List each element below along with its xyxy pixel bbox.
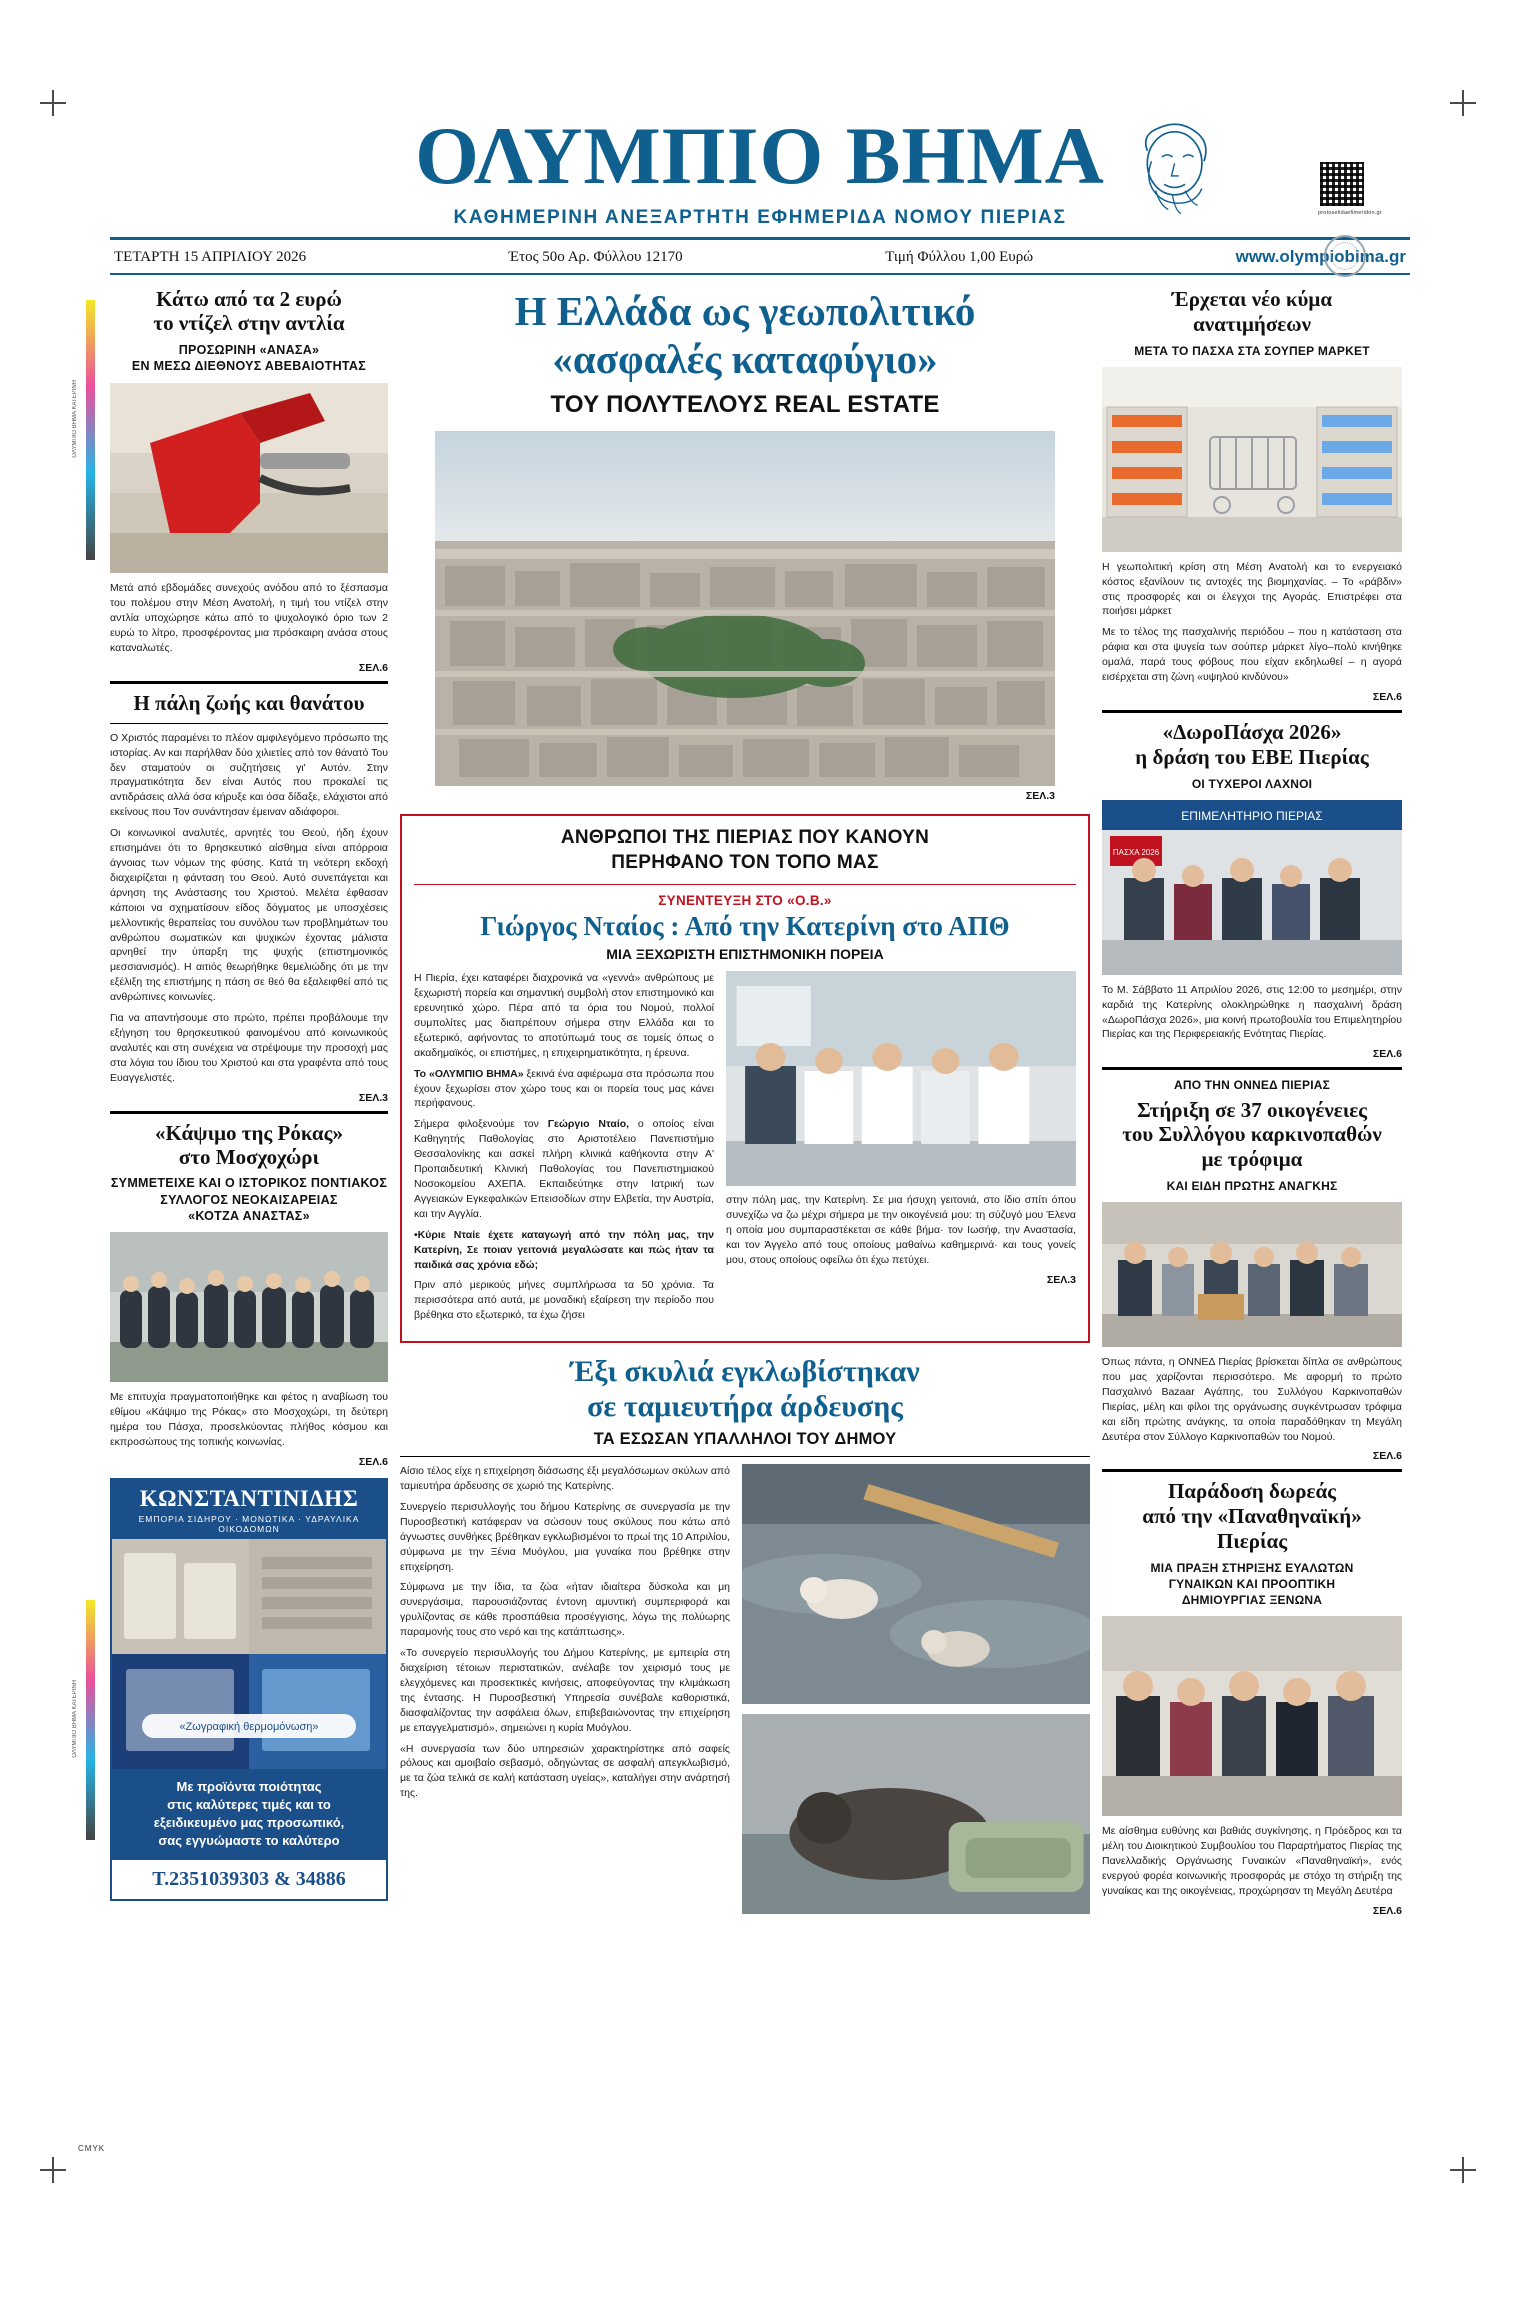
article-price-title-1: Έρχεται νέο κύμα [1171, 287, 1333, 311]
divider-right-2 [1102, 1067, 1402, 1070]
content-grid [110, 287, 1410, 1917]
article-doropascha[interactable] [1102, 720, 1402, 1060]
article-life-death[interactable] [110, 691, 388, 1104]
column-right [1102, 287, 1402, 1917]
ad-footer [112, 1769, 386, 1861]
article-diesel-body: Μετά από εβδομάδες συνεχούς ανόδου από το ξέσπασμα του πολέμου στην Μέση Ανατολή, η τιμή του ντίζελ στην αντλία υποχώρησε κάτω από το ψυχολογικό όριο των 2 ευρώ το λίτρο, προσφέροντας μια πρόσκαιρη ανάσα στους καταναλωτές. [110, 582, 388, 654]
ad-footer-line-4: σας εγγυώμαστε το καλύτερο [158, 1833, 340, 1849]
article-dogs-subtitle: ΤΑ ΕΣΩΣΑΝ ΥΠΑΛΛΗΛΟΙ ΤΟΥ ΔΗΜΟΥ [593, 1430, 897, 1449]
divider-left-1 [110, 681, 388, 684]
article-real-estate-subtitle: ΤΟΥ ΠΟΛΥΤΕΛΟΥΣ REAL ESTATE [550, 390, 940, 418]
column-left [110, 287, 388, 1917]
article-doropascha-title-2: η δράση του ΕΒΕ Πιερίας [1135, 744, 1369, 769]
interview-question: •Κύριε Νταίε έχετε καταγωγή από την πόλη μας, την Κατερίνη, Σε ποιαν γειτονιά μεγαλώσατε και πώς ήταν τα παιδικά σας χρόνια εδώ; [414, 1228, 714, 1271]
article-roka-body: Με επιτυχία πραγματοποιήθηκε και φέτος η αναβίωση του εθίμου «Κάψιμο της Ρόκας» στο Μοσχοχώρι, τη δεύτερη ημέρα του Πάσχα, προσελκύοντας πλήθος κόσμου και εκπροσώπους της τοπικής κοινωνίας. [110, 1391, 388, 1448]
divider-left-2 [110, 723, 388, 724]
photo-roka-event [110, 1232, 388, 1382]
article-dogs-title-1: Έξι σκυλιά εγκλωβίστηκαν [570, 1355, 920, 1389]
interview-eyebrow: ΣΥΝΕΝΤΕΥΞΗ ΣΤΟ «Ο.Β.» [658, 893, 832, 909]
registration-mark-bottom-right [1450, 2157, 1476, 2183]
article-life-death-title: Η πάλη ζωής και θανάτου [133, 690, 365, 715]
article-life-death-body: Ο Χριστός παραμένει το πλέον αμφιλεγόμενο πρόσωπο της ιστορίας. Αν και παρήλθαν δύο χιλιετίες από τον θάνατό Του δεν σταματούν οι συζητήσεις γι' Αυτόν. Στην πραγματικότητα δεν είναι Αυτός που προκαλεί τις αντιδράσεις αλλά όσα κήρυξε και όσα δίδαξε, ελάχιστοι από εκείνους που Τον συνάντησαν έμειναν αδιάφοροι. Οι κοινωνικοί αναλυτές, αρνητές του Θεού, ήδη έχουν επισημάνει ότι το θρησκευτικό αίσθημα είναι απόρροια άγνοιας των νόμων της φύσης. Κατά τη νεότερη εκδοχή διαχειρίζεται η φάνταση του Θεού. Αυτό συνεπάγεται και άρνηση της Ανάστασης του Χριστού. Μελέτα έφθασαν κάποιοι να σχηματίσουν είδος δόγματος με υποσχέσεις μελλοντικής θεραπείας του συνόλου των προβλημάτων του ανθρώπου σωματικών και ψυχικών έχοντας μάλιστα αρνηθεί την ύπαρξη της ψυχής (επιστημονικός μεσσιανισμός). Η αιτιός θεωρήθηκε θεμελιώδης ότι με την εξέλιξη της επιστήμης η πάση σε θεό θα εξαλειφθεί από τις ανθρώπινες κοινωνίες. Για να απαντήσουμε στο πρώτο, πρέπει προβάλουμε την εξήγηση του θρησκευτικού φαινομένου από κοινωνικούς αναλυτές και στη συνέχεια να στρέψουμε την προσοχή μας στα λόγια του ίδιου του Χριστού και στα γραφέντα από τους Ευαγγελιστές. [110, 731, 388, 1084]
registration-mark-top-left [40, 90, 66, 116]
article-roka-title-2: στο Μοσχοχώρι [178, 1144, 320, 1169]
ad-company-desc: ΕΜΠΟΡΙΑ ΣΙΔΗΡΟΥ · ΜΟΝΩΤΙΚΑ · ΥΔΡΑΥΛΙΚΑ ΟΙΚΟΔΟΜΩΝ [138, 1513, 360, 1534]
photo-panathinaiki-group [1102, 1616, 1402, 1816]
photo-chamber-event [1102, 800, 1402, 975]
ad-image [112, 1539, 386, 1769]
divider-dogs [400, 1456, 1090, 1457]
article-diesel-sub-1: ΠΡΟΣΩΡΙΝΗ «ΑΝΑΣΑ» [178, 342, 320, 357]
article-roka-sub-2: ΣΥΛΛΟΓΟΣ ΝΕΟΚΑΙΣΑΡΕΙΑΣ [160, 1192, 338, 1207]
article-roka-page: ΣΕΛ.6 [358, 1455, 388, 1468]
registration-mark-top-right [1450, 90, 1476, 116]
photo-onned-donation [1102, 1202, 1402, 1347]
article-onned-title-1: Στήριξη σε 37 οικογένειες [1136, 1097, 1368, 1122]
interview-body-left: Η Πιερία, έχει καταφέρει διαχρονικά να «γεννά» ανθρώπους με ξεχωριστή πορεία και σημαντική συμβολή στον επιστημονικό και ερευνητικό χώρο. Πέρα από τα όρια του Νομού, πολλοί συμπολίτες μας διαπρέπουν σήμερα στην Ελλάδα και το εξωτερικό, αφήνοντας το αποτύπωμά τους σε τομείς όπως ο ακαδημαϊκός, οι επιστήμες, η επιχειρηματικότητα, η έρευνα. Το «ΟΛΥΜΠΙΟ ΒΗΜΑ» ξεκινά ένα αφιέρωμα στα πρόσωπα που έχουν ξεχωρίσει στον χώρο τους και οι πορεία τους μας κάνει περήφανους. Σήμερα φιλοξενούμε τον Γεώργιο Νταίο, ο οποίος είναι Καθηγητής Παθολογίας στο Αριστοτέλειο Πανεπιστήμιο Θεσσαλονίκης και ασκεί πλήρη κλινικά καθήκοντα στην Α' Προπαιδευτική Κλινική Παθολογίας του Πανεπιστημιακού Νοσοκομείου ΑΧΕΠΑ. Εκπαιδεύτηκε στην Ιατρική των Αγγειακών Εγκεφαλικών Επεισοδίων στην Ελβετία, την Αυστρία, και την Αγγλία. •Κύριε Νταίε έχετε καταγωγή από την πόλη μας, την Κατερίνη, Σε ποιαν γειτονιά μεγαλώσατε και πώς ήταν τα παιδικά σας χρόνια εδώ; Πριν από μερικούς μήνες συμπλήρωσα τα 50 χρόνια. Τα περισσότερα από αυτά, με μοναδική εξαίρεση την περίοδο που βρέθηκα στο εξωτερικό, τα έχω ζήσει [414, 972, 714, 1322]
article-dogs-title-2: σε ταμιευτήρα άρδευσης [587, 1389, 903, 1423]
interview-p3: ο οποίος είναι Καθηγητής Παθολογίας στο Αριστοτέλειο Πανεπιστήμιο Θεσσαλονίκης και ασκεί πλήρη κλινικά καθήκοντα στην Α' Προπαιδευτική Κλινική Παθολογίας του Πανεπιστημιακού Νοσοκομείου ΑΧΕΠΑ. Εκπαιδεύτηκε στην Ιατρική των Αγγειακών Εγκεφαλικών Επεισοδίων στην Ελβετία, την Αυστρία, και την Αγγλία. [414, 1118, 714, 1220]
article-onned-title-3: με τρόφιμα [1201, 1147, 1303, 1172]
ad-company-name: ΚΩΝΣΤΑΝΤΙΝΙΔΗΣ [139, 1485, 359, 1511]
interview-subtitle: ΜΙΑ ΞΕΧΩΡΙΣΤΗ ΕΠΙΣΤΗΜΟΝΙΚΗ ΠΟΡΕΙΑ [606, 946, 884, 963]
qr-code-caption: protoselidaefimeridon.gr [1318, 210, 1382, 216]
article-diesel-price[interactable] [110, 287, 388, 674]
photo-dog-rescue-water [742, 1464, 1090, 1704]
interview-divider [414, 884, 1076, 885]
article-price-title-2: ανατιμήσεων [1193, 311, 1311, 336]
article-interview-ntaios[interactable] [400, 814, 1090, 1343]
article-onned-support[interactable] [1102, 1077, 1402, 1462]
newspaper-title: ΟΛΥΜΠΙΟ ΒΗΜΑ [415, 110, 1105, 201]
photo-supermarket-aisle [1102, 367, 1402, 552]
article-onned-body: Όπως πάντα, η ΟΝΝΕΔ Πιερίας βρίσκεται δίπλα σε ανθρώπους που μας χαρίζονται περισσότερο. Με αφορμή το πρώτο Πασχαλινό Bazaar Αγάπης, του Συλλόγου Καρκινοπαθών Πιερίας, μέλη και φίλοι της οργάνωσης συγκέντρωσαν τρόφιμα και είδη πρώτης ανάγκης, τα οποία παραδόθηκαν τη Μεγάλη Δευτέρα στον Σύλλογο Καρκινοπαθών του Νομού. [1102, 1355, 1402, 1443]
article-price-body: Η γεωπολιτική κρίση στη Μέση Ανατολή και το ενεργειακό κόστος εξανίλουν τις αντοχές της βιομηχανίας. – Το «ράβδιν» στις προσφορές και οι έλεγχοι της Αγοράς. Επιστρέφει στα ποιήσει μάρκετ Με το τέλος της πασχαλινής περιόδου – που η κατάσταση στα ράφια και στα ψυγεία των σούπερ μάρκετ λίγο–πολύ κινήθηκε ομαλά, παρά τους φόβους που είχαν εκδηλωθεί – η αγορά εισέρχεται στη ζώνη «υψηλού κινδύνου» [1102, 560, 1402, 684]
svg-text:ΕΠΙΜΕΛΗΤΗΡΙΟ ΠΙΕΡΙΑΣ: ΕΠΙΜΕΛΗΤΗΡΙΟ ΠΙΕΡΙΑΣ [1181, 808, 1323, 823]
ad-phone[interactable]: Τ.2351039303 & 34886 [152, 1868, 346, 1891]
article-panathinaiki-title-2: από την «Παναθηναϊκή» [1142, 1504, 1362, 1529]
article-price-subtitle: ΜΕΤΑ ΤΟ ΠΑΣΧΑ ΣΤΑ ΣΟΥΠΕΡ ΜΑΡΚΕΤ [1134, 343, 1370, 358]
cmyk-mark: CMYK [78, 2144, 106, 2153]
article-life-death-page: ΣΕΛ.3 [358, 1091, 388, 1104]
article-real-estate-page: ΣΕΛ.3 [1025, 789, 1055, 802]
article-diesel-page: ΣΕΛ.6 [358, 661, 388, 674]
interview-kicker-2: ΠΕΡΗΦΑΝΟ ΤΟΝ ΤΟΠΟ ΜΑΣ [611, 851, 879, 873]
article-panathinaiki-sub-1: ΜΙΑ ΠΡΑΞΗ ΣΤΗΡΙΞΗΣ ΕΥΑΛΩΤΩΝ [1150, 1560, 1354, 1575]
issue-price: Τιμή Φύλλου 1,00 Ευρώ [885, 248, 1034, 265]
svg-text:ΠΑΣΧΑ 2026: ΠΑΣΧΑ 2026 [1112, 847, 1160, 857]
article-roka-sub-3: «ΚΟΤΖΑ ΑΝΑΣΤΑΣ» [188, 1208, 310, 1223]
interview-page: ΣΕΛ.3 [1046, 1273, 1076, 1286]
masthead [110, 105, 1410, 275]
article-diesel-sub-2: ΕΝ ΜΕΣΩ ΔΙΕΘΝΟΥΣ ΑΒΕΒΑΙΟΤΗΤΑΣ [131, 358, 367, 373]
press-marginalia-top: ΟΛΥΜΠΙΟ ΒΗΜΑ ΚΑΤΕΡΙΝΗ [72, 380, 78, 458]
issue-number: Έτος 50ο Αρ. Φύλλου 12170 [508, 248, 683, 265]
article-panathinaiki[interactable] [1102, 1479, 1402, 1916]
column-middle [400, 287, 1090, 1917]
article-doropascha-subtitle: ΟΙ ΤΥΧΕΡΟΙ ΛΑΧΝΟΙ [1191, 776, 1313, 791]
article-real-estate-title-1: Η Ελλάδα ως γεωπολιτικό [514, 288, 976, 334]
ad-footer-line-1: Με προϊόντα ποιότητας [176, 1778, 322, 1794]
qr-code[interactable] [1318, 160, 1382, 216]
article-panathinaiki-title-3: Πιερίας [1216, 1528, 1288, 1553]
divider-right-3 [1102, 1469, 1402, 1472]
svg-text:«Ζωγραφική θερμομόνωση»: «Ζωγραφική θερμομόνωση» [179, 1720, 319, 1733]
article-onned-eyebrow: ΑΠΟ ΤΗΝ ΟΝΝΕΔ ΠΙΕΡΙΑΣ [1173, 1078, 1331, 1093]
interview-p2: ξεκινά ένα αφιέρωμα στα πρόσωπα που έχουν ξεχωρίσει στον χώρο τους και οι πορεία τους μας κάνει περήφανους. [414, 1067, 714, 1110]
masthead-rule-2 [110, 273, 1410, 275]
article-roka-sub-1: ΣΥΜΜΕΤΕΙΧΕ ΚΑΙ Ο ΙΣΤΟΡΙΚΟΣ ΠΟΝΤΙΑΚΟΣ [110, 1176, 388, 1191]
interview-kicker-1: ΑΝΘΡΩΠΟΙ ΤΗΣ ΠΙΕΡΙΑΣ ΠΟΥ ΚΑΝΟΥΝ [560, 826, 930, 848]
divider-right-1 [1102, 710, 1402, 713]
photo-city-aerial [435, 431, 1055, 786]
interview-p3-bold: Γεώργιο Νταίο, [547, 1118, 630, 1131]
photo-interview-group [726, 971, 1076, 1186]
ad-header [112, 1480, 386, 1539]
article-panathinaiki-body: Με αίσθημα ευθύνης και βαθιάς συγκίνησης, η Πρόεδρος και τα μέλη του Διοικητικού Συμβουλίου του Παραρτήματος Πιερίας της Πανελλαδικής Οργάνωσης Γυναικών «Παναθηναϊκή», ενός ενεργού φορέα κοινωνικής προσφοράς με στόχο τη στήριξη της γυναίκας και της οικογένειας, προχώρησαν τη Μεγάλη Δευτέρα [1102, 1825, 1402, 1897]
newspaper-subtitle: ΚΑΘΗΜΕΡΙΝΗ ΑΝΕΞΑΡΤΗΤΗ ΕΦΗΜΕΡΙΔΑ ΝΟΜΟΥ ΠΙΕΡΙΑΣ [453, 207, 1067, 228]
website-link[interactable]: www.olympiobima.gr [1235, 247, 1406, 266]
divider-left-3 [110, 1111, 388, 1114]
article-dogs-body: Αίσιο τέλος είχε η επιχείρηση διάσωσης έξι μεγαλόσωμων σκύλων από ταμιευτήρα άρδευσης σε χωριό της Κατερίνης. Συνεργείο περισυλλογής του δήμου Κατερίνης σε συνεργασία με την Πυροσβεστική κατάφεραν να σώσουν τους σκύλους που κάτω από άγνωστες συνθήκες βρέθηκαν εγκλωβισμένοι το πρωί της 10 Απριλίου, σύμφωνα με την Ξένια Μυόγλου, μια γυναίκα που βρέθηκε στην επιχείρηση. Σύμφωνα με την ίδια, τα ζώα «ήταν ιδιαίτερα δύσκολα και μη συνεργάσιμα, παρουσιάζοντας έντονη αμυντική συμπεριφορά και γρυλίζοντας σε κάθε προσπάθεια προσέγγισης, λόγω της πολύωρης παραμονής τους στο νερό και της κατάπτωσης». «Το συνεργείο περισυλλογής του Δήμου Κατερίνης, με εμπειρία στη διαχείριση τέτοιων περιστατικών, ανέλαβε τον χειρισμό τους με ελεγχόμενες και προσεκτικές κινήσεις, αποφεύγοντας την κλιμάκωση της έντασης. Η Πυροσβεστική Υπηρεσία συνέβαλε καθοριστικά, διασφαλίζοντας την ασφάλεια όλων, επιβεβαιώνοντας την επιχείρηση με επαγγελματισμό», σημειώνει η κυρία Μυόγλου. «Η συνεργασία των δύο υπηρεσιών χαρακτηρίστηκε από σαφείς ρόλους και αμοιβαίο σεβασμό, οδηγώντας σε ασφαλή απεγκλωβισμό, με τα ζώα τελικά σε καλή κατάσταση υγείας», καταλήγει στην ανάρτησή της. [400, 1465, 730, 1800]
article-real-estate-title-2: «ασφαλές καταφύγιο» [552, 335, 938, 382]
article-onned-page: ΣΕΛ.6 [1372, 1450, 1402, 1463]
article-roka-custom[interactable] [110, 1121, 388, 1468]
article-onned-subtitle: ΚΑΙ ΕΙΔΗ ΠΡΩΤΗΣ ΑΝΑΓΚΗΣ [1166, 1178, 1338, 1193]
ad-footer-line-3: εξειδικευμένο μας προσωπικό, [153, 1815, 345, 1831]
interview-p3-pre: Σήμερα φιλοξενούμε τον [414, 1118, 548, 1131]
photo-dog-blanket [742, 1714, 1090, 1914]
color-bar-top [86, 300, 95, 560]
article-panathinaiki-sub-2: ΓΥΝΑΙΚΩΝ ΚΑΙ ΠΡΟΟΠΤΙΚΗ [1168, 1576, 1336, 1591]
article-diesel-title-1: Κάτω από τα 2 ευρώ [156, 287, 342, 311]
press-marginalia-bottom: ΟΛΥΜΠΙΟ ΒΗΜΑ ΚΑΤΕΡΙΝΗ [72, 1680, 78, 1758]
zeus-head-logo [1120, 115, 1225, 220]
article-price-page: ΣΕΛ.6 [1372, 690, 1402, 703]
article-price-increases[interactable] [1102, 287, 1402, 703]
article-doropascha-body: Το Μ. Σάββατο 11 Απριλίου 2026, στις 12:00 το μεσημέρι, στην καρδιά της Κατερίνης ολοκληρώθηκε η πασχαλινή δράση «ΔωροΠάσχα 2026», μια κοινή πρωτοβουλία του Επιμελητηρίου Πιερίας και της Περιφερειακής Ενότητας Πιερίας. [1102, 983, 1402, 1041]
press-seal-icon [1324, 235, 1366, 277]
article-diesel-title-2: το ντίζελ στην αντλία [153, 311, 345, 336]
registration-mark-bottom-left [40, 2157, 66, 2183]
article-doropascha-title-1: «ΔωροΠάσχα 2026» [1162, 719, 1342, 744]
qr-code-image [1318, 160, 1366, 208]
article-onned-title-2: του Συλλόγου καρκινοπαθών [1122, 1122, 1382, 1147]
interview-answer-2: στην πόλη μας, την Κατερίνη. Σε μια ήσυχη γειτονιά, στο ίδιο σπίτι όπου συνεχίζω να ζω μέχρι σήμερα με την οικογένειά μου: τη σύζυγό μου Έλενα η οποία μου συμπαραστέκεται σε κάθε βήμα· τον Ιωσήφ, την Αναστασία, και τον Άγγελο από τους οποίους μαθαίνω καθημερινά· και τους γονείς μου, στους οποίους οφείλω ότι έχω πετύχει. [726, 1194, 1076, 1266]
issue-date: ΤΕΤΑΡΤΗ 15 ΑΠΡΙΛΙΟΥ 2026 [114, 248, 307, 265]
article-panathinaiki-page: ΣΕΛ.6 [1372, 1904, 1402, 1917]
masthead-infobar [110, 240, 1410, 273]
article-panathinaiki-title-1: Παράδοση δωρεάς [1167, 1479, 1337, 1504]
photo-fuel-nozzle [110, 383, 388, 573]
article-doropascha-page: ΣΕΛ.6 [1372, 1048, 1402, 1061]
article-dogs-rescue[interactable] [400, 1355, 1090, 1914]
article-roka-title-1: «Κάψιμο της Ρόκας» [155, 1120, 343, 1145]
article-panathinaiki-sub-3: ΔΗΜΙΟΥΡΓΙΑΣ ΞΕΝΩΝΑ [1181, 1593, 1323, 1608]
interview-p2-bold: Το «ΟΛΥΜΠΙΟ ΒΗΜΑ» [414, 1067, 524, 1080]
ad-footer-line-2: στις καλύτερες τιμές και το [167, 1796, 331, 1812]
interview-title: Γιώργος Νταίος : Από την Κατερίνη στο ΑΠΘ [480, 911, 1010, 942]
advertisement-konstantinidis[interactable] [110, 1478, 388, 1902]
article-real-estate[interactable] [400, 289, 1090, 802]
interview-answer-1: Πριν από μερικούς μήνες συμπλήρωσα τα 50 χρόνια. Τα περισσότερα από αυτά, με μοναδική εξαίρεση την περίοδο που βρέθηκα στο εξωτερικό, τα έχω ζήσει [414, 1279, 714, 1322]
color-bar-bottom [86, 1600, 95, 1840]
